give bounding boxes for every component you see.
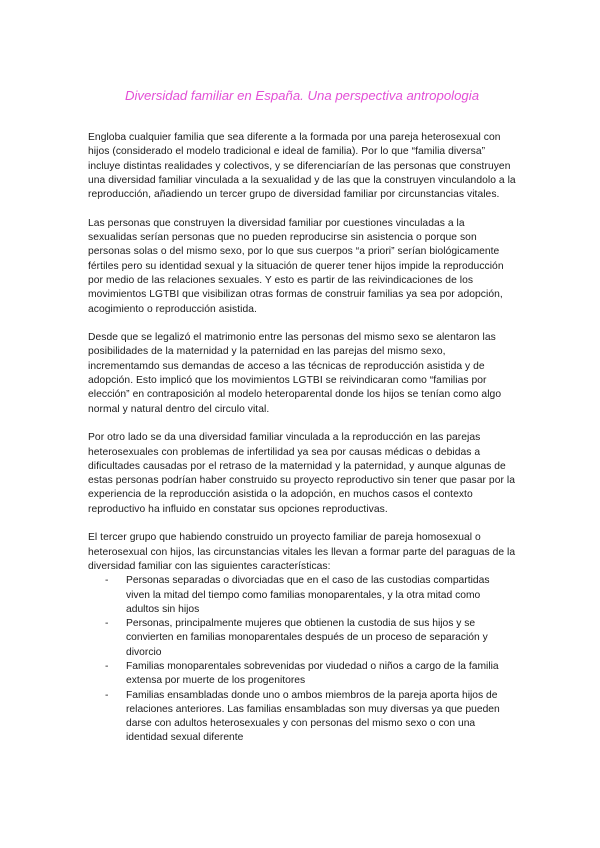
- paragraph-same-sex-marriage: Desde que se legalizó el matrimonio entre las personas del mismo sexo se alentaron las posibilidades de la maternidad y la paternidad en las parejas del mismo sexo, incrementamdo sus demandas de acceso a las técnicas de reproducción asistida y de adopción. Esto implicó que los movimientos LGTBI se reivindicaran como “familias por elección” en contraposición al modelo heteroparental donde los hijos se tenían como algo normal y natural dentro del circulo vital.: [88, 332, 502, 415]
- list-item-text: Personas, principalmente mujeres que obtienen la custodia de sus hijos y se convierten en familias monoparentales después de un proceso de separación y divorcio: [126, 618, 488, 658]
- list-item-text: Familias ensambladas donde uno o ambos miembros de la pareja aporta hijos de relaciones anteriores. Las familias ensambladas son muy diversas ya que pueden darse con adultos heterosexuales y con personas del mismo sexo o con una identidad sexual diferente: [126, 689, 500, 744]
- list-bullet: -: [105, 575, 109, 587]
- paragraph-infertility: Por otro lado se da una diversidad familiar vinculada a la reproducción en las parejas heterosexuales con problemas de infertilidad ya sea por causas médicas o debidas a dificultades causadas por el retraso de la maternidad y la paternidad, y aunque algunas de estas personas podrían haber construido su proyecto reproductivo sin tener que pasar por la experiencia de la reproducción asistida o la adopción, en muchos casos el contexto reproductivo ha influido en constatar sus opciones reproductivas.: [88, 432, 515, 515]
- document-title: Diversidad familiar en España. Una perspectiva antropologia: [124, 88, 480, 103]
- list-item: [105, 574, 516, 617]
- list-item: [105, 617, 516, 660]
- paragraph-sexuality: Las personas que construyen la diversidad familiar por cuestiones vinculadas a la sexualidas serían personas que no pueden reproducirse sin asistencia o porque son personas solas o del mismo sexo, por lo que sus cuerpos “a priori” serían biológicamente fértiles pero su identidad sexual y la situación de querer tener hijos impide la reproducción por medio de las relaciones sexuales. Y esto es partir de las reivindicaciones de los movimientos LGTBI que visibilizan otras formas de construir familias ya sea por adopción, acogimiento o reproducción asistida.: [88, 217, 504, 315]
- characteristics-list: [88, 574, 516, 746]
- paragraph-intro: Engloba cualquier familia que sea diferente a la formada por una pareja heterosexual con hijos (considerado el modelo tradicional e ideal de familia). Por lo que “familia diversa” incluye distintas realidades y colectivos, y se diferenciarían de las personas que construyen una diversidad familiar vinculada a la sexualidad y de las que la construyen vinculandolo a la reproducción, añadiendo un tercer grupo de diversidad familiar por circunstancias vitales.: [88, 132, 516, 201]
- list-item: [105, 660, 516, 689]
- paragraph-third-group: El tercer grupo que habiendo construido un proyecto familiar de pareja homosexual o heterosexual con hijos, las circunstancias vitales les llevan a formar parte del paraguas de la diversidad familiar con las siguientes características:: [88, 532, 516, 572]
- list-bullet: -: [105, 660, 109, 672]
- list-item: [105, 689, 516, 746]
- list-item-text: Personas separadas o divorciadas que en el caso de las custodias compartidas viven la mitad del tiempo como familias monoparentales, y la otra mitad como adultos sin hijos: [126, 575, 490, 615]
- list-bullet: -: [105, 618, 109, 630]
- list-item-text: Familias monoparentales sobrevenidas por viudedad o niños a cargo de la familia extensa por muerte de los progenitores: [126, 660, 499, 687]
- list-bullet: -: [105, 689, 109, 701]
